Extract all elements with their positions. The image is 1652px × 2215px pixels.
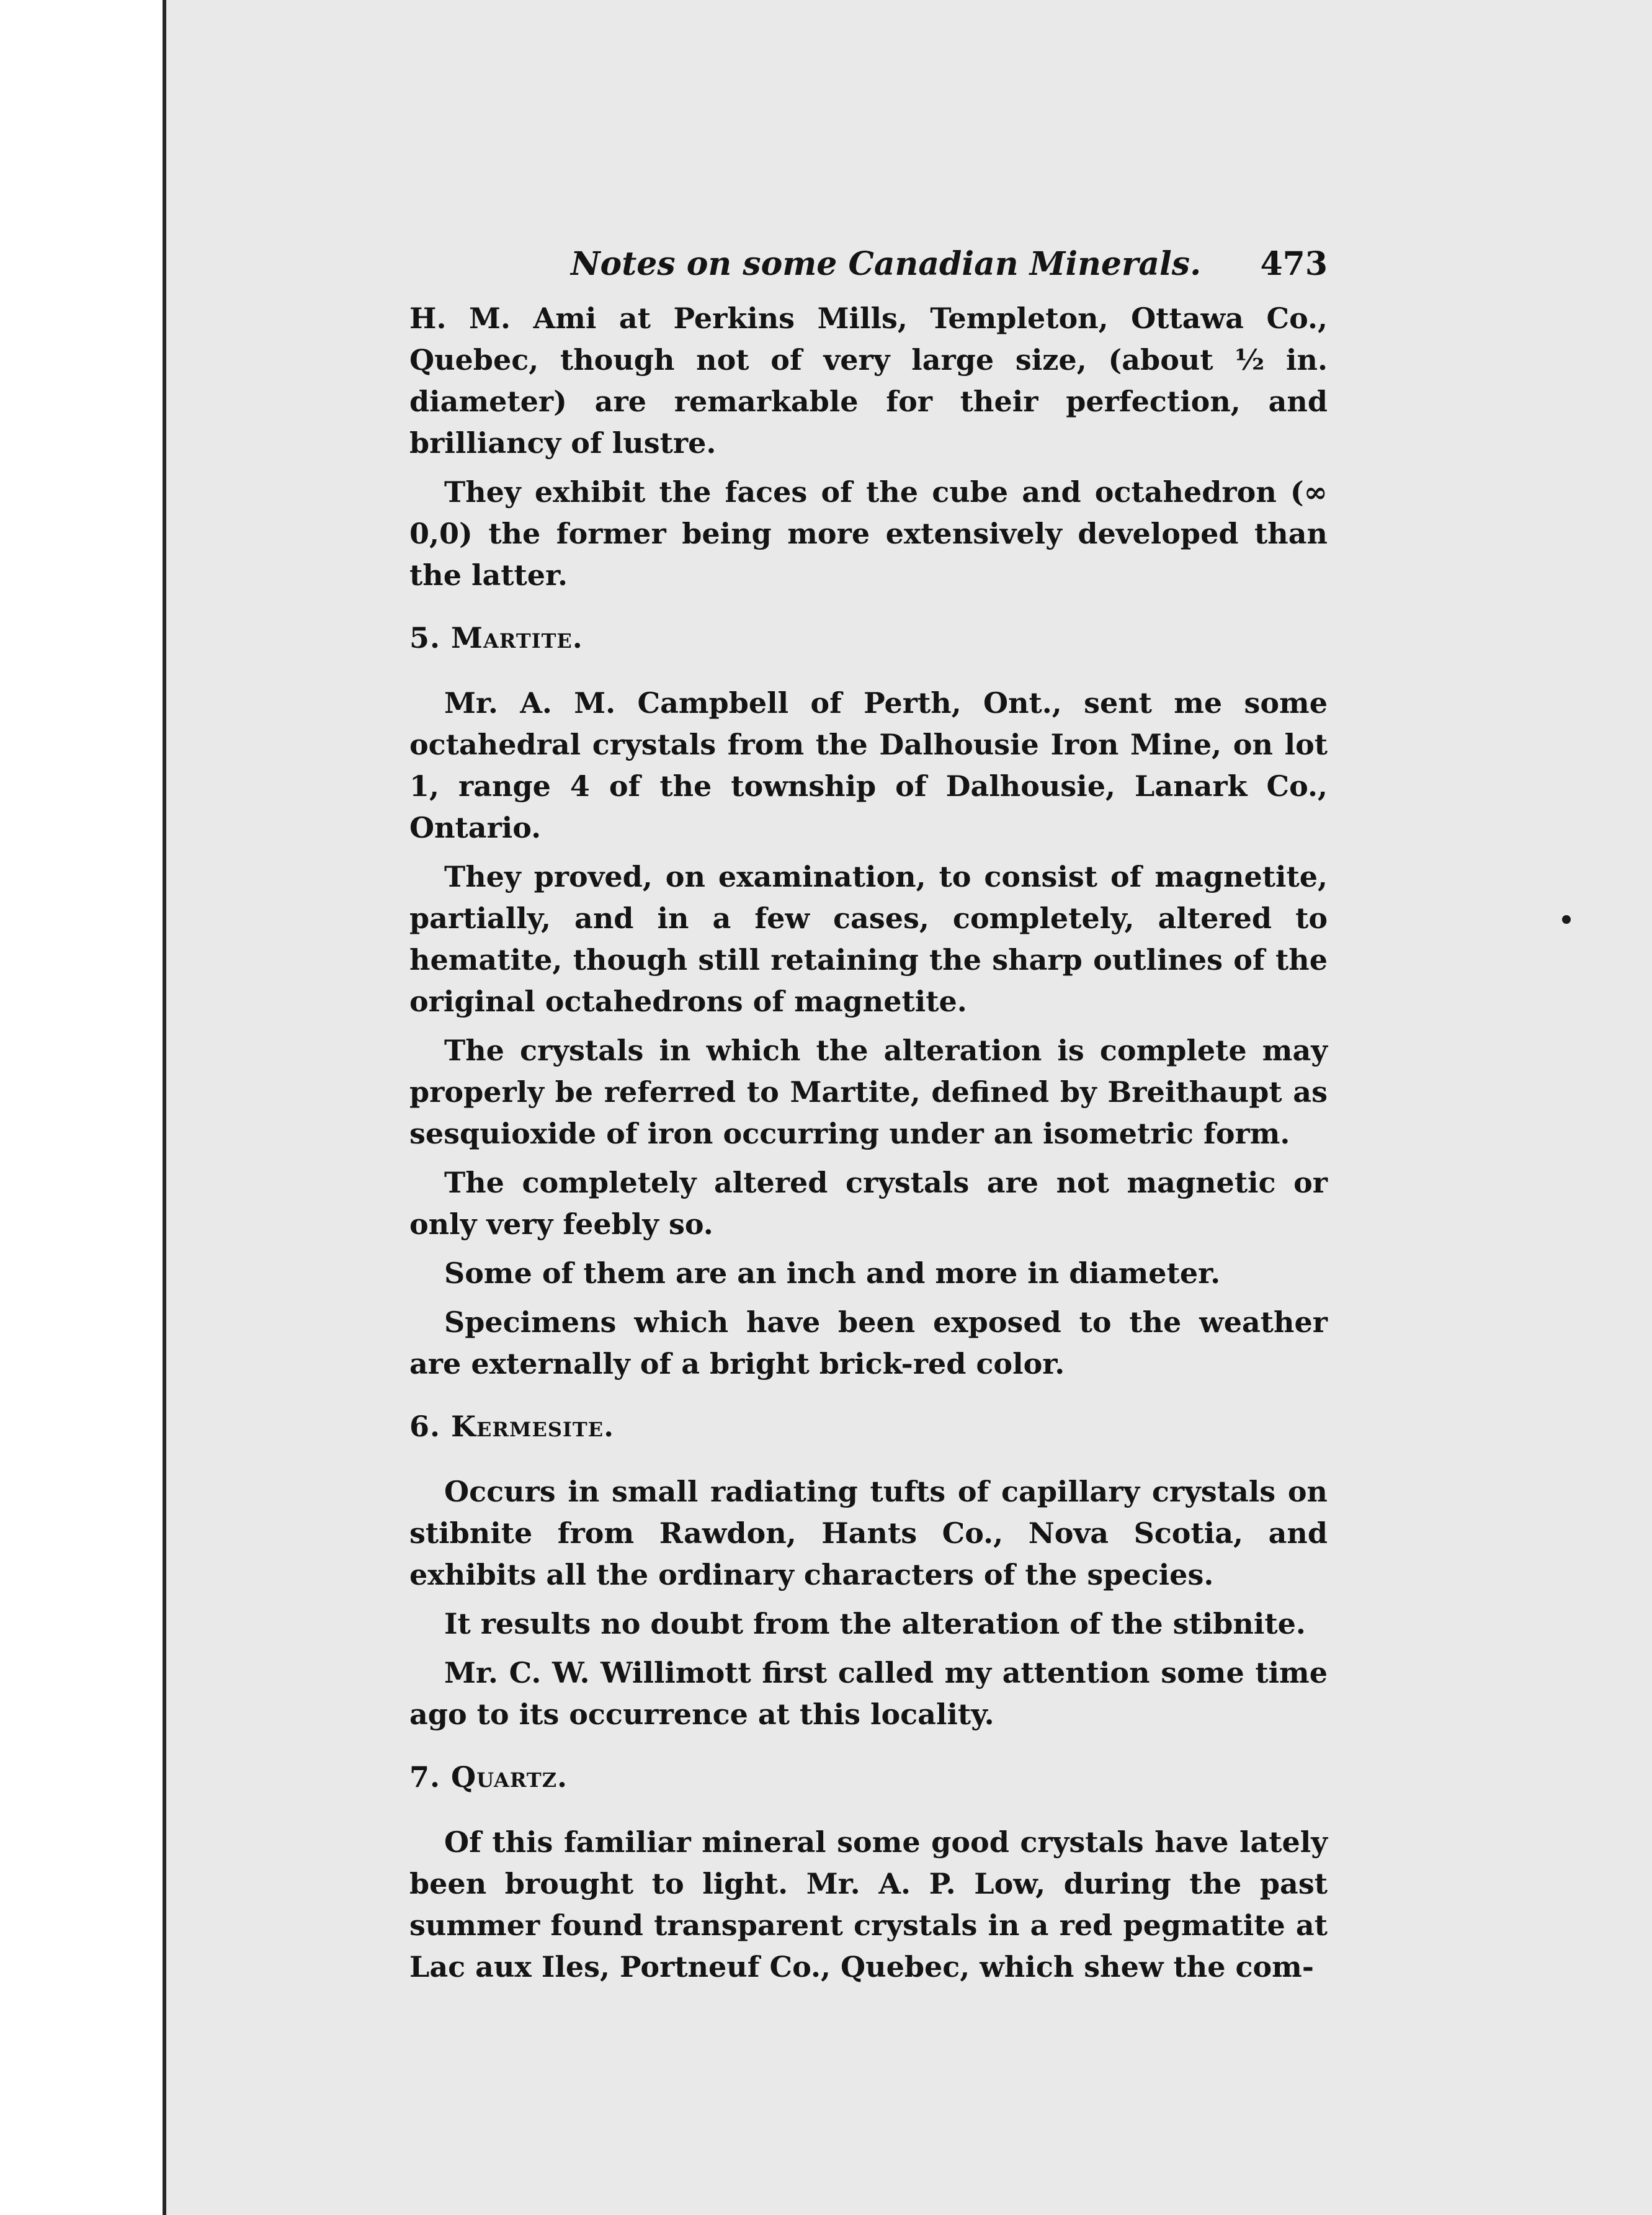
running-title: Notes on some Canadian Minerals. bbox=[571, 245, 1202, 283]
paragraph: Mr. A. M. Campbell of Perth, Ont., sent me some octahedral crystals from the Dalhousie Iron Mine, on lot 1, range 4 of the township of Dalhousie, Lanark Co., Ontario. bbox=[409, 686, 1328, 844]
paragraph: They exhibit the faces of the cube and octahedron (∞ 0,0) the former being more extensively developed than the latter. bbox=[409, 475, 1328, 592]
paragraph: Occurs in small radiating tufts of capillary crystals on stibnite from Rawdon, Hants Co., Nova Scotia, and exhibits all the ordinary characters of the species. bbox=[409, 1475, 1328, 1591]
paragraph: The crystals in which the alteration is complete may properly be referred to Martite, defined by Breithaupt as sesquioxide of iron occurring under an isometric form. bbox=[409, 1034, 1328, 1150]
paragraph: The completely altered crystals are not magnetic or only very feebly so. bbox=[409, 1166, 1328, 1241]
paragraph: H. M. Ami at Perkins Mills, Templeton, Ottawa Co., Quebec, though not of very large size, (about ½ in. diameter) are remarkable for their perfection, and brilliancy of lustre. bbox=[409, 302, 1328, 460]
scan-speck bbox=[1562, 915, 1571, 924]
section-heading-martite: 5. Martite. bbox=[409, 621, 583, 655]
page-number: 473 bbox=[1260, 245, 1328, 283]
page-text bbox=[409, 242, 1328, 1995]
section-heading-kermesite: 6. Kermesite. bbox=[409, 1410, 615, 1443]
paragraph: They proved, on examination, to consist of magnetite, partially, and in a few cases, completely, altered to hematite, though still retaining the sharp outlines of the original octahedrons of magnetite. bbox=[409, 860, 1328, 1018]
paragraph: Some of them are an inch and more in diameter. bbox=[444, 1256, 1221, 1290]
facing-page-edge bbox=[0, 0, 166, 2215]
section-heading-quartz: 7. Quartz. bbox=[409, 1760, 568, 1794]
paragraph: Mr. C. W. Willimott first called my attention some time ago to its occurrence at this locality. bbox=[409, 1656, 1328, 1731]
paragraph: Of this familiar mineral some good crystals have lately been brought to light. Mr. A. P. Low, during the past summer found transparent crystals in a red pegmatite at Lac aux Iles, Portneuf Co., Quebec, which shew the com- bbox=[409, 1825, 1328, 1984]
paragraph: Specimens which have been exposed to the weather are externally of a bright brick-red color. bbox=[409, 1305, 1328, 1380]
paragraph: It results no doubt from the alteration of the stibnite. bbox=[444, 1607, 1306, 1640]
page-header bbox=[409, 242, 1328, 298]
